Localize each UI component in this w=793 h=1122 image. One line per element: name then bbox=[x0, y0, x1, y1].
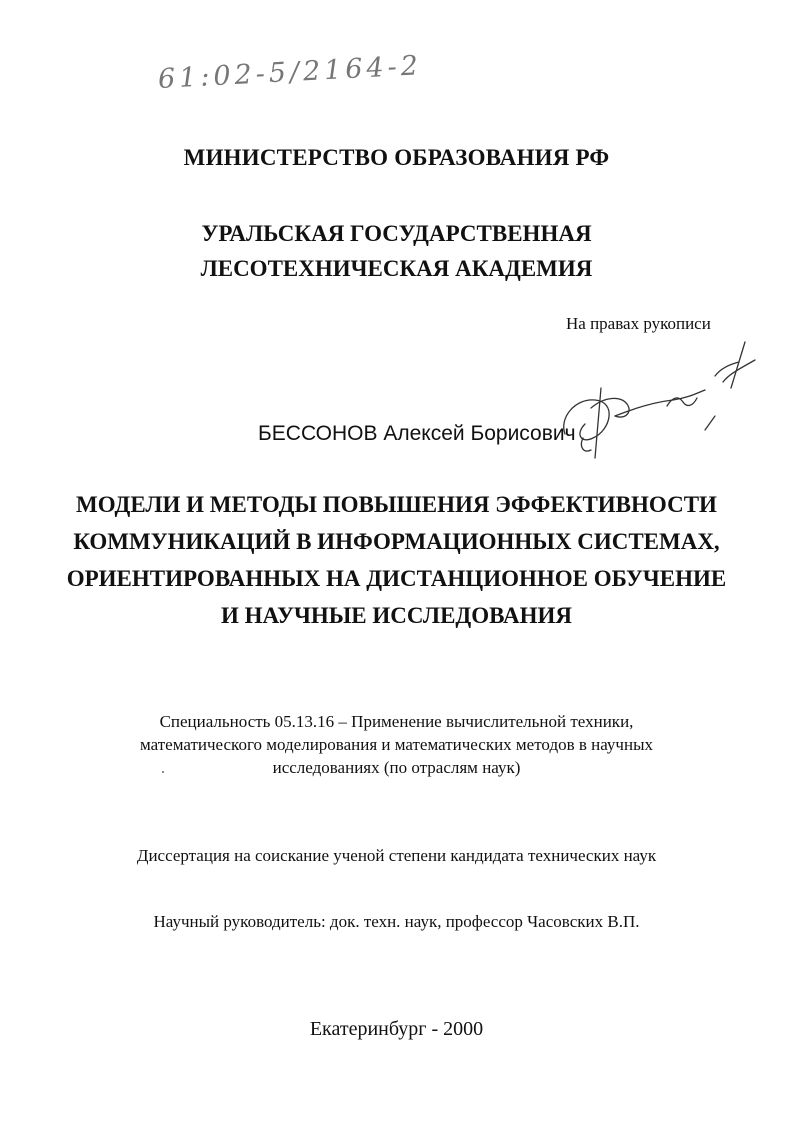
thesis-title-line-2: КОММУНИКАЦИЙ В ИНФОРМАЦИОННЫХ СИСТЕМАХ, bbox=[73, 529, 720, 554]
city-and-year: Екатеринбург - 2000 bbox=[309, 1018, 484, 1040]
author-signature bbox=[555, 338, 765, 468]
specialty-line-3: исследованиях (по отраслям наук) bbox=[272, 758, 521, 777]
thesis-title-line-4: И НАУЧНЫЕ ИССЛЕДОВАНИЯ bbox=[220, 603, 573, 628]
thesis-title-line-1: МОДЕЛИ И МЕТОДЫ ПОВЫШЕНИЯ ЭФФЕКТИВНОСТИ bbox=[76, 492, 717, 517]
thesis-title-line-3: ОРИЕНТИРОВАННЫХ НА ДИСТАНЦИОННОЕ ОБУЧЕНИЕ bbox=[66, 566, 727, 591]
handwritten-archive-number: 61:02-5/2164-2 bbox=[157, 50, 423, 95]
scan-speck bbox=[162, 771, 164, 773]
manuscript-rights-note: На правах рукописи bbox=[566, 314, 711, 333]
scientific-advisor: Научный руководитель: док. техн. наук, профессор Часовских В.П. bbox=[153, 912, 640, 931]
academy-name-line-1: УРАЛЬСКАЯ ГОСУДАРСТВЕННАЯ bbox=[201, 221, 592, 246]
author-name: БЕССОНОВ Алексей Борисович bbox=[258, 422, 576, 445]
academy-name-line-2: ЛЕСОТЕХНИЧЕСКАЯ АКАДЕМИЯ bbox=[200, 256, 593, 281]
degree-statement: Диссертация на соискание ученой степени кандидата технических наук bbox=[136, 846, 657, 865]
ministry-heading: МИНИСТЕРСТВО ОБРАЗОВАНИЯ РФ bbox=[183, 145, 610, 170]
specialty-line-1: Специальность 05.13.16 – Применение вычислительной техники, bbox=[159, 712, 634, 731]
specialty-line-2: математического моделирования и математических методов в научных bbox=[140, 735, 653, 754]
